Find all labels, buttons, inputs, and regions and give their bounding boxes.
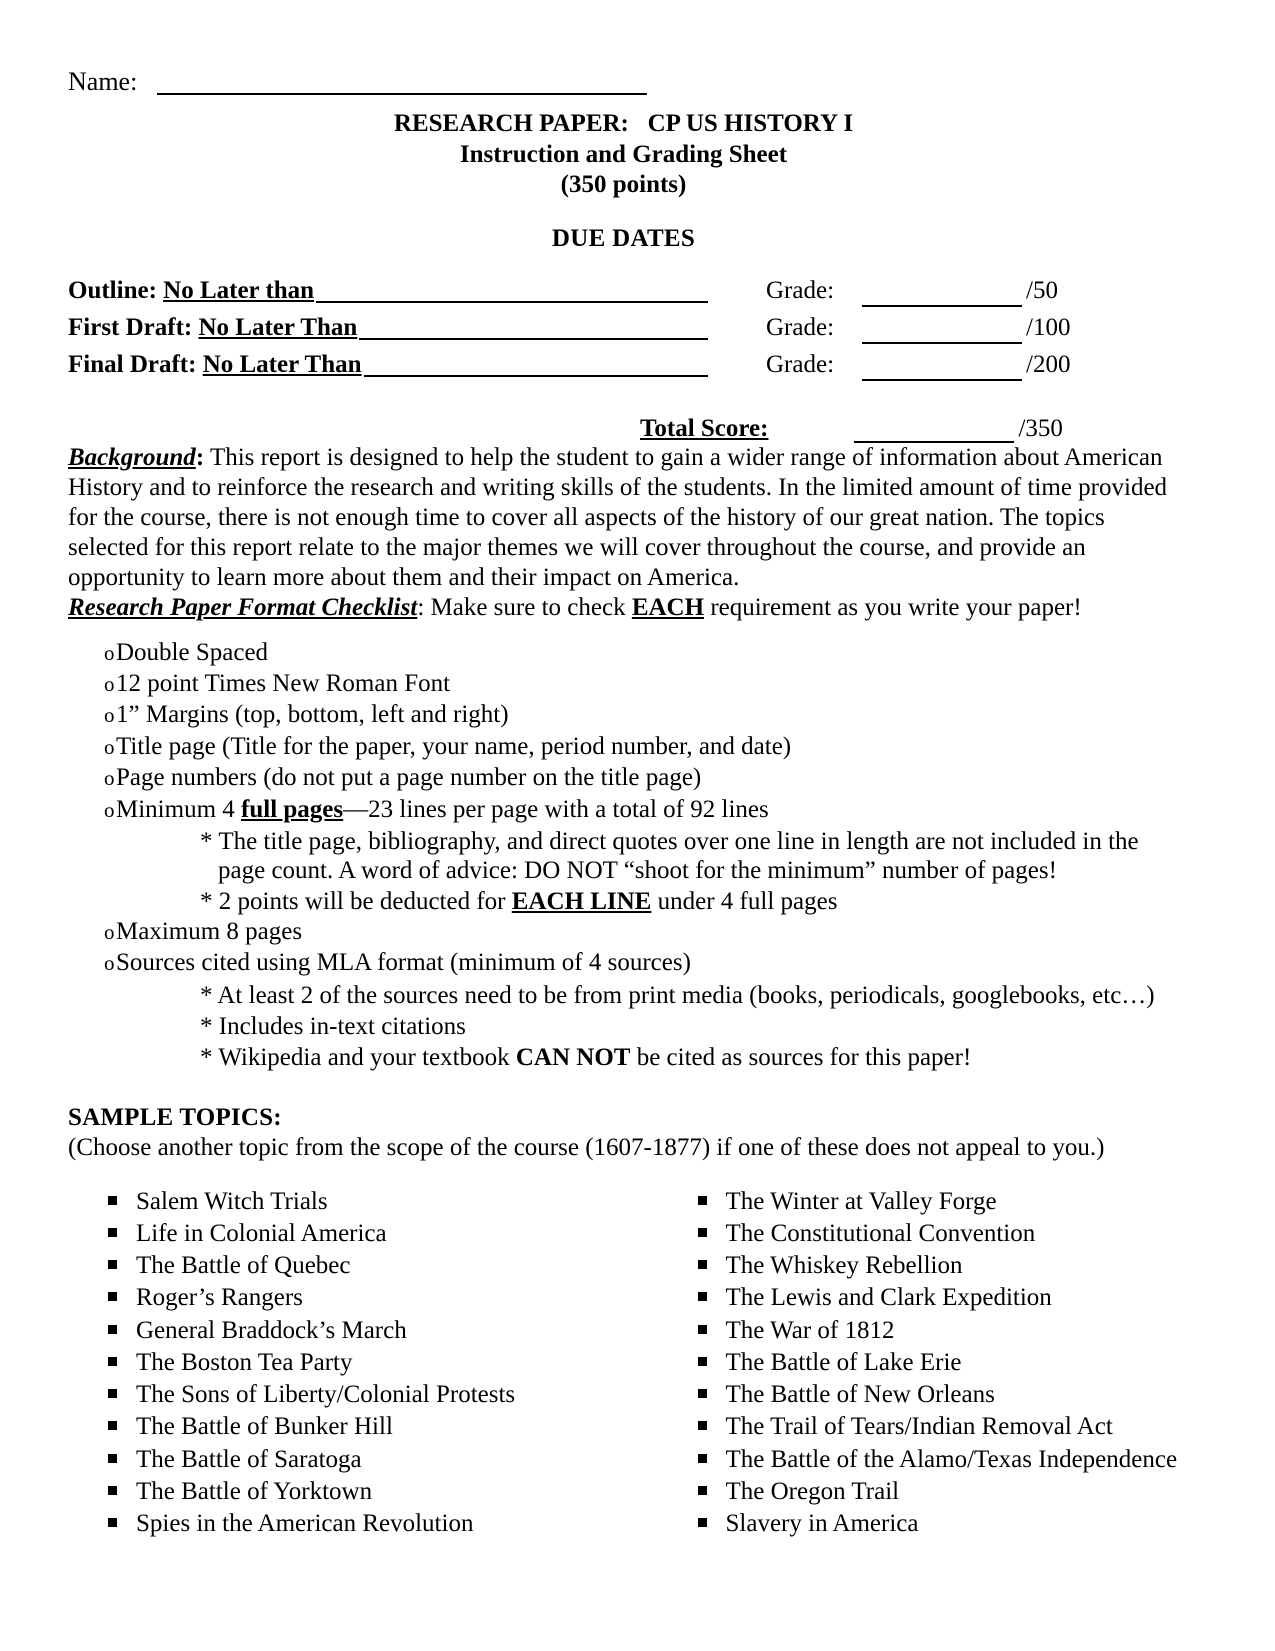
sub-note-in-text-citations (68, 1012, 1179, 1041)
list-item[interactable] (68, 1413, 624, 1441)
list-item[interactable] (68, 1188, 624, 1216)
sub-note-after: be cited as sources for this paper! (630, 1043, 972, 1071)
topic-label: The Winter at Valley Forge (725, 1187, 997, 1215)
square-bullet-icon (68, 1418, 136, 1435)
grade-label-final-draft: Grade: (766, 350, 835, 378)
checklist-bullet-icon: o (104, 734, 115, 759)
topics-right-column (624, 1188, 1180, 1543)
background-text: This report is designed to help the student to gain a wider range of information about American History and to reinforce the research and writing skills of the students. In the limited amount of time provided for the course, there is not enough time to cover all aspects of the history of our great nation. The topics selected for this report relate to the major themes we will cover throughout the course, and provide an opportunity to learn more about them and their impact on America. (68, 443, 1168, 591)
topic-label: The Battle of Yorktown (136, 1477, 373, 1505)
sample-topics-heading: SAMPLE TOPICS: (68, 1103, 282, 1131)
list-item[interactable] (658, 1284, 1180, 1312)
checklist-bullet-icon: o (104, 951, 115, 976)
square-bullet-icon (658, 1483, 726, 1500)
topic-label: The Battle of Lake Erie (725, 1348, 962, 1376)
sub-note-star: * (200, 981, 218, 1009)
checklist-bullet-icon: o (104, 766, 115, 791)
checklist-item-title-page[interactable] (68, 733, 1179, 761)
sub-note-star: * (200, 887, 219, 915)
list-item[interactable] (658, 1188, 1180, 1216)
name-input-blank[interactable] (157, 73, 647, 95)
square-bullet-icon (658, 1354, 726, 1371)
grade-points-first-draft: /100 (1026, 313, 1071, 341)
grade-blank-first-draft[interactable] (862, 322, 1022, 344)
grade-label-first-draft: Grade: (766, 313, 835, 341)
checklist-heading-paragraph (68, 593, 1179, 623)
page-title: RESEARCH PAPER: CP US HISTORY I (393, 110, 854, 138)
square-bullet-icon (68, 1515, 136, 1532)
checklist-bullet-icon: o (104, 919, 115, 944)
checklist-item-minimum-pages[interactable] (68, 796, 1179, 824)
sub-note-deduction (68, 887, 1179, 916)
topic-label: The Battle of the Alamo/Texas Independence (725, 1445, 1178, 1473)
sub-note-text: The title page, bibliography, and direct quotes over one line in length are not included in the page count. A word of advice: DO NOT “shoot for the minimum” number of pages! (218, 827, 1139, 884)
list-item[interactable] (68, 1510, 624, 1538)
list-item[interactable] (658, 1317, 1180, 1345)
square-bullet-icon (658, 1257, 726, 1274)
sub-note-text: At least 2 of the sources need to be from print media (books, periodicals, googlebooks, etc…) (217, 981, 1155, 1009)
due-date-left-outline (68, 275, 708, 307)
sub-note-before: Wikipedia and your textbook (218, 1043, 516, 1071)
grade-right-outline (708, 275, 1179, 307)
sub-note-after: under 4 full pages (651, 887, 838, 915)
topic-label: The War of 1812 (725, 1316, 895, 1344)
checklist-item-label: Double Spaced (116, 638, 269, 666)
square-bullet-icon (658, 1386, 726, 1403)
sub-note-before: 2 points will be deducted for (218, 887, 512, 915)
square-bullet-icon (68, 1451, 136, 1468)
square-bullet-icon (68, 1483, 136, 1500)
checklist-item-margins[interactable] (68, 701, 1179, 729)
checklist-item-label: 1” Margins (top, bottom, left and right) (116, 701, 509, 729)
list-item[interactable] (658, 1446, 1180, 1474)
square-bullet-icon (658, 1193, 726, 1210)
due-date-blank-final-draft[interactable] (364, 353, 708, 377)
square-bullet-icon (658, 1322, 726, 1339)
list-item[interactable] (68, 1381, 624, 1409)
due-date-row-final-draft (68, 349, 1179, 381)
topic-label: The Constitutional Convention (725, 1219, 1036, 1247)
total-score-blank[interactable] (854, 421, 1014, 443)
total-score-row (68, 415, 1179, 443)
topic-label: Life in Colonial America (136, 1219, 387, 1247)
topic-label: The Boston Tea Party (136, 1348, 353, 1376)
checklist-bullet-icon: o (104, 797, 115, 822)
topic-label: The Battle of Saratoga (136, 1445, 362, 1473)
list-item[interactable] (658, 1510, 1180, 1538)
sub-note-emphasis: EACH LINE (511, 887, 652, 915)
square-bullet-icon (68, 1289, 136, 1306)
background-heading: Background (68, 443, 196, 471)
sample-topics-subheading: (Choose another topic from the scope of the course (1607-1877) if one of these does not appeal to you.) (68, 1133, 1105, 1161)
page-points: (350 points) (560, 171, 687, 199)
checklist-item-label: Maximum 8 pages (116, 917, 303, 945)
total-score-label: Total Score: (640, 414, 769, 442)
due-date-row-first-draft (68, 312, 1179, 344)
square-bullet-icon (68, 1322, 136, 1339)
due-date-blank-first-draft[interactable] (359, 316, 708, 340)
checklist-item-maximum-pages[interactable] (68, 918, 1179, 946)
checklist-intro-before: Make sure to check (424, 593, 632, 621)
minimum-pages-after: —23 lines per page with a total of 92 lines (343, 795, 769, 823)
list-item[interactable] (658, 1349, 1180, 1377)
due-date-blank-outline[interactable] (316, 279, 708, 303)
topic-label: The Oregon Trail (725, 1477, 900, 1505)
topic-label: Slavery in America (725, 1510, 919, 1538)
grade-blank-outline[interactable] (862, 285, 1022, 307)
sub-note-text: Includes in-text citations (218, 1012, 466, 1040)
name-label: Name: (68, 67, 138, 96)
due-date-left-final-draft (68, 349, 708, 381)
total-score-points: /350 (1018, 414, 1063, 442)
list-item[interactable] (68, 1252, 624, 1280)
square-bullet-icon (658, 1289, 726, 1306)
topic-label: Salem Witch Trials (136, 1187, 328, 1215)
topic-label: General Braddock’s March (136, 1316, 407, 1344)
checklist-item-sources[interactable] (68, 949, 1179, 977)
sub-note-star: * (200, 1043, 219, 1071)
topics-left-column (68, 1188, 624, 1543)
checklist-item-label: Title page (Title for the paper, your name, period number, and date) (116, 732, 792, 760)
square-bullet-icon (68, 1354, 136, 1371)
grade-blank-final-draft[interactable] (862, 359, 1022, 381)
background-paragraph (68, 443, 1179, 593)
checklist-item-label: Page numbers (do not put a page number on the title page) (116, 764, 702, 792)
due-date-emphasis-outline: No Later than (163, 276, 315, 304)
page-subtitle: Instruction and Grading Sheet (459, 140, 788, 168)
grade-right-final-draft (708, 349, 1179, 381)
grade-right-first-draft (708, 312, 1179, 344)
checklist-intro-emphasis: EACH (631, 593, 705, 621)
checklist-heading: Research Paper Format Checklist (68, 593, 418, 621)
sample-topics-columns (68, 1188, 1179, 1543)
document-title-block (68, 109, 1179, 201)
sub-note-page-count (68, 827, 1179, 885)
due-date-emphasis-final-draft: No Later Than (202, 350, 362, 378)
checklist-item-page-numbers[interactable] (68, 764, 1179, 792)
topic-label: The Trail of Tears/Indian Removal Act (725, 1413, 1113, 1441)
square-bullet-icon (68, 1225, 136, 1242)
list-item[interactable] (68, 1284, 624, 1312)
checklist-bullet-icon: o (104, 672, 115, 697)
checklist-item-font[interactable] (68, 670, 1179, 698)
format-checklist (68, 639, 1179, 1072)
topic-label: The Battle of Bunker Hill (136, 1413, 393, 1441)
checklist-item-label: Sources cited using MLA format (minimum of 4 sources) (116, 949, 691, 977)
topic-label: The Battle of Quebec (136, 1252, 351, 1280)
square-bullet-icon (658, 1225, 726, 1242)
checklist-intro-after: requirement as you write your paper! (704, 593, 1082, 621)
checklist-item-label: 12 point Times New Roman Font (116, 670, 451, 698)
list-item[interactable] (658, 1381, 1180, 1409)
sub-note-wikipedia (68, 1043, 1179, 1072)
minimum-pages-before: Minimum 4 (116, 795, 242, 823)
square-bullet-icon (658, 1418, 726, 1435)
checklist-bullet-icon: o (104, 703, 115, 728)
square-bullet-icon (68, 1257, 136, 1274)
list-item[interactable] (68, 1220, 624, 1248)
due-date-label-final-draft: Final Draft: (68, 350, 203, 378)
checklist-bullet-icon: o (104, 640, 115, 665)
name-field-row (68, 68, 1179, 95)
checklist-item-label (116, 796, 1179, 824)
due-date-label-first-draft: First Draft: (68, 313, 199, 341)
due-date-left-first-draft (68, 312, 708, 344)
topic-label: The Lewis and Clark Expedition (725, 1284, 1052, 1312)
due-date-label-outline: Outline: (68, 276, 164, 304)
topic-label: Spies in the American Revolution (136, 1510, 474, 1538)
sub-note-star: * (200, 827, 219, 855)
list-item[interactable] (658, 1413, 1180, 1441)
list-item[interactable] (68, 1478, 624, 1506)
list-item[interactable] (658, 1252, 1180, 1280)
square-bullet-icon (658, 1515, 726, 1532)
list-item[interactable] (68, 1349, 624, 1377)
sub-note-print-media (68, 981, 1179, 1010)
topic-label: The Sons of Liberty/Colonial Protests (136, 1381, 516, 1409)
minimum-pages-emphasis: full pages (241, 795, 344, 823)
sub-note-emphasis: CAN NOT (515, 1043, 631, 1071)
checklist-heading-colon: : (417, 593, 425, 621)
due-date-row-outline (68, 275, 1179, 307)
sub-note-star: * (200, 1012, 219, 1040)
list-item[interactable] (658, 1220, 1180, 1248)
list-item[interactable] (658, 1478, 1180, 1506)
grade-points-outline: /50 (1026, 276, 1058, 304)
topic-label: Roger’s Rangers (136, 1284, 303, 1312)
topic-label: The Battle of New Orleans (725, 1381, 995, 1409)
square-bullet-icon (658, 1451, 726, 1468)
checklist-item-double-spaced[interactable] (68, 639, 1179, 667)
due-dates-table (68, 275, 1179, 443)
square-bullet-icon (68, 1386, 136, 1403)
square-bullet-icon (68, 1193, 136, 1210)
grade-points-final-draft: /200 (1026, 350, 1071, 378)
list-item[interactable] (68, 1446, 624, 1474)
topic-label: The Whiskey Rebellion (725, 1252, 963, 1280)
grade-label-outline: Grade: (766, 276, 835, 304)
due-dates-heading: DUE DATES (551, 224, 696, 252)
list-item[interactable] (68, 1317, 624, 1345)
background-heading-colon: : (195, 443, 205, 471)
due-date-emphasis-first-draft: No Later Than (198, 313, 358, 341)
